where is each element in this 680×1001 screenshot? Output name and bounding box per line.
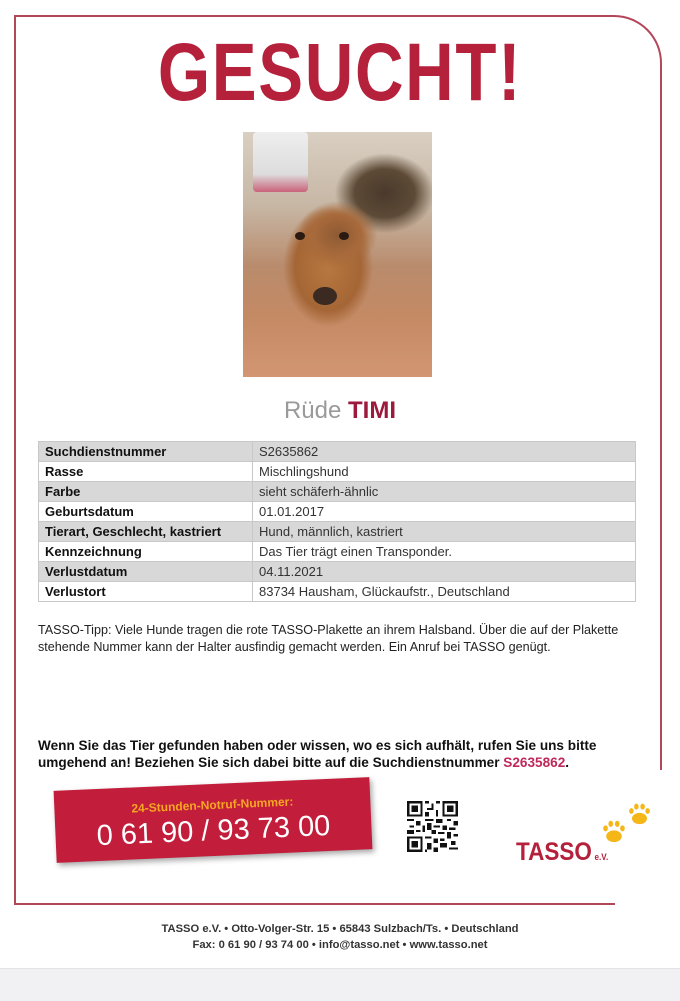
table-row [39,442,636,462]
row-value: Mischlingshund [253,462,636,482]
table-row [39,562,636,582]
photo-background-bag [253,132,308,192]
poster-frame-bottom [14,903,615,905]
row-value: Das Tier trägt einen Transponder. [253,542,636,562]
row-label: Tierart, Geschlecht, kastriert [39,522,253,542]
logo-name: TASSO [516,838,592,866]
row-label: Verlustdatum [39,562,253,582]
call-to-action-end: . [565,755,570,770]
paw-print-icon [627,801,652,826]
row-value: Hund, männlich, kastriert [253,522,636,542]
footer-address: TASSO e.V. • Otto-Volger-Str. 15 • 65843 Sulzbach/Ts. • Deutschland [161,923,519,935]
poster-frame-top [14,15,662,770]
logo-suffix: e.V. [594,852,609,862]
table-row [39,482,636,502]
footer-contact [0,921,680,953]
animal-sex: Rüde [283,397,342,424]
animal-name-heading [0,396,680,426]
row-label: Verlustort [39,582,253,602]
row-value: 04.11.2021 [253,562,636,582]
dog-photo [243,132,432,377]
poster-frame-left [14,15,16,905]
row-label: Kennzeichnung [39,542,253,562]
table-row [39,582,636,602]
hotline-number[interactable]: 0 61 90 / 93 73 00 [95,809,331,853]
call-to-action [38,737,648,771]
animal-name: TIMI [348,397,397,424]
poster-title: GESUCHT! [157,27,523,118]
table-row [39,542,636,562]
footer-fax-email-web: Fax: 0 61 90 / 93 74 00 • info@tasso.net • www.tasso.net [192,939,488,951]
table-row [39,502,636,522]
animal-info-table [38,441,636,602]
row-label: Suchdienstnummer [39,442,253,462]
emergency-hotline-banner [54,777,373,863]
row-value: sieht schäferh-ähnlic [253,482,636,502]
row-value: S2635862 [253,442,636,462]
dog-nose [313,287,337,305]
row-label: Geburtsdatum [39,502,253,522]
search-reference-number: S2635862 [503,755,566,770]
tasso-logo [516,838,608,867]
row-value: 01.01.2017 [253,502,636,522]
row-label: Farbe [39,482,253,502]
hotline-label: 24-Stunden-Notruf-Nummer: [131,794,294,816]
row-label: Rasse [39,462,253,482]
call-to-action-text: Wenn Sie das Tier gefunden haben oder wissen, wo es sich aufhält, rufen Sie uns bitte umgehend an! Beziehen Sie sich dabei bitte auf die Suchdienstnummer [38,738,597,770]
qr-code-icon[interactable] [405,799,460,854]
dog-eye-left [295,232,305,240]
dog-eye-right [339,232,349,240]
viewer-bottom-bar [0,968,680,1001]
row-value: 83734 Hausham, Glückaufstr., Deutschland [253,582,636,602]
tasso-tip: TASSO-Tipp: Viele Hunde tragen die rote TASSO-Plakette an ihrem Halsband. Über die auf der Plakette stehende Nummer kann der Halter ausfindig gemacht werden. Ein Anruf bei TASSO genügt. [38,623,619,654]
table-row [39,462,636,482]
table-row [39,522,636,542]
